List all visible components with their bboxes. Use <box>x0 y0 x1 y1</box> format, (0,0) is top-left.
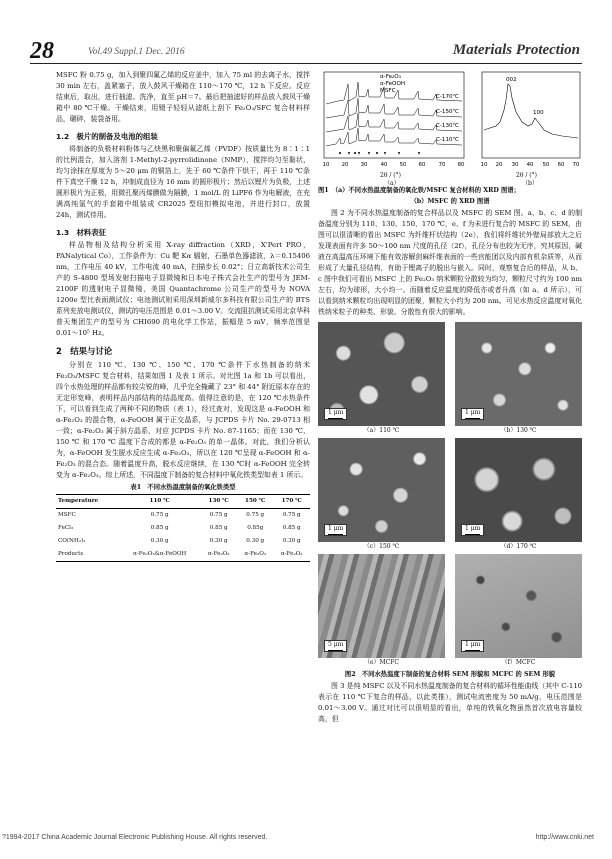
xrd-a-tick: 30 <box>360 162 368 168</box>
table-cell: α-Fe₂O₃&α-FeOOH <box>133 551 187 557</box>
figure-1-caption-b: （b）MSFC 的 XRD 图谱 <box>410 198 490 205</box>
sem-caption: （a）110 ℃ <box>363 427 400 434</box>
table-header: 130 ℃ <box>208 498 229 504</box>
sem-panel-f <box>455 554 582 668</box>
curve-label-130: C-130℃ <box>436 123 459 129</box>
table-cell: 0.85g <box>247 525 264 531</box>
xrd-a-tick: 80 <box>457 162 465 168</box>
xrd-b-tick: 60 <box>557 162 565 168</box>
page-header <box>0 0 612 70</box>
table-cell: 0.85 g <box>150 525 169 531</box>
sem-image <box>318 554 445 658</box>
section-1-3-title: 1.3 材料表征 <box>56 228 107 237</box>
scale-bar: 1 μm <box>461 408 484 420</box>
table-cell: α-Fe₂O₃ <box>207 551 230 557</box>
xrd-b-tick: 20 <box>495 162 503 168</box>
sem-image <box>318 322 445 426</box>
page-footer <box>0 830 612 850</box>
website-link[interactable]: http://www.cnki.net <box>535 834 594 841</box>
sem-image <box>455 322 582 426</box>
sem-image <box>318 438 445 542</box>
table-cell: 0.85 g <box>209 525 228 531</box>
xrd-b-plot <box>478 70 582 172</box>
copyright-notice: ?1994-2017 China Academic Journal Electronic Publishing House. All rights reserved. <box>2 834 268 841</box>
table-row <box>56 548 310 562</box>
sem-image <box>455 554 582 658</box>
scale-bar: 5 μm <box>324 640 347 652</box>
sem-caption: （b）130 ℃ <box>500 427 537 434</box>
table-header: Temperature <box>58 498 99 504</box>
intro-paragraph: MSFC 粉 0.75 g，加入到聚四氟乙烯的反应釜中，加入 75 ml 的去离子水，搅拌 30 min 左右，盖紧塞子，放入鼓风干燥箱在 110～170 ℃，12 h 下反应。反应结束后，取出，进行抽滤、洗净，直至 pH＝7。最后把抽滤好的样品放入鼓风干燥箱中 80 ℃干燥。干燥结束，用镊子轻轻从滤纸上刮下 Fe₂O₃/SFC 复合材料样品，碾碎，装袋备用。 <box>56 71 310 123</box>
table-cell: MSFC <box>58 512 76 518</box>
right-column <box>318 70 582 726</box>
curve-label-170: C-170℃ <box>436 94 459 100</box>
xrd-b-tick: 40 <box>526 162 534 168</box>
table-cell: 0.75 g <box>209 512 228 518</box>
xrd-b-x-label: 2θ / (°) <box>516 172 537 179</box>
header-rule <box>30 63 582 64</box>
table-header: 170 ℃ <box>281 498 302 504</box>
page-number: 28 <box>30 38 54 64</box>
xrd-panel-b <box>478 70 582 187</box>
xrd-a-tick: 60 <box>418 162 426 168</box>
figure-2-caption: 图2 不同水热温度下制备的复合材料 SEM 形貌和 MCFC 的 SEM 形貌 <box>344 671 556 678</box>
sem-caption: （d）170 ℃ <box>500 543 537 550</box>
xrd-b-tick: 10 <box>480 162 488 168</box>
xrd-a-plot <box>318 70 468 172</box>
xrd-a-tick: 10 <box>322 162 330 168</box>
figure-1 <box>318 70 582 187</box>
xrd-a-panel-label: （a） <box>384 180 400 187</box>
xrd-b-peak-100: 100 <box>533 110 544 116</box>
table-cell: 0.30 g <box>246 538 265 544</box>
figure-2-sem-grid <box>318 322 582 668</box>
table-header: 150 ℃ <box>245 498 266 504</box>
table-cell: 0.30 g <box>209 538 228 544</box>
table-cell: Products <box>58 551 84 557</box>
section-2-title: 2 结果与讨论 <box>56 346 113 356</box>
curve-label-110: C-110℃ <box>436 137 459 143</box>
section-1-2-title: 1.2 极片的制备及电池的组装 <box>56 132 158 141</box>
sem-panel-b <box>455 322 582 436</box>
sem-panel-c <box>318 438 445 552</box>
sem-caption: （f）MCFC <box>501 659 536 666</box>
xrd-a-tick: 20 <box>341 162 349 168</box>
table-cell: 0.75 g <box>246 512 265 518</box>
legend-alpha-feooh: α-FeOOH <box>380 81 406 87</box>
volume-info: Vol.49 Suppl.1 Dec. 2016 <box>88 47 185 57</box>
scale-bar: 1 μm <box>461 640 484 652</box>
sem-panel-e <box>318 554 445 668</box>
curve-label-150: C-150℃ <box>436 109 459 115</box>
left-column <box>56 70 310 562</box>
table-cell: 0.30 g <box>150 538 169 544</box>
section-1-2-text: 将制备的负极材料粉体与乙炔黑和聚偏氟乙烯（PVDF）按质量比为 8∶1∶1 的比例混合，加入溶剂 1-Methyl-2-pyrrolidinone（NMP），搅拌均匀至黏状，均匀涂抹在厚度为 5～20 μm 的铜箔上，先于 60 ℃条件下烘干，再于 110 ℃条件下真空干燥 12 h，冲制成直径为 16 mm 的圆形极片；然后以锂片为负极，上述圆形极片为正极，用微孔聚丙烯膜做为隔膜，1 mol/L 的 LiPF6 作为电解液，在充满高纯氩气的手套箱中组装成 CR2025 型纽扣模拟电池，并进行封口，放置 24h，测试待用。 <box>56 145 310 219</box>
scale-bar: 1 μm <box>324 408 347 420</box>
scale-bar: 1 μm <box>324 524 347 536</box>
table-cell: CO(NH₂)₂ <box>58 538 86 544</box>
xrd-a-tick: 40 <box>380 162 388 168</box>
table-cell: 0.85 g <box>282 525 301 531</box>
table-cell: α-Fe₂O₃ <box>280 551 303 557</box>
xrd-b-tick: 70 <box>572 162 580 168</box>
table-row <box>56 522 310 535</box>
sem-caption: （e）MCFC <box>363 659 400 666</box>
sem-panel-a <box>318 322 445 436</box>
xrd-a-tick: 70 <box>438 162 446 168</box>
table-row <box>56 509 310 523</box>
xrd-b-tick: 50 <box>542 162 550 168</box>
xrd-panel-a <box>318 70 468 187</box>
table-row <box>56 535 310 548</box>
xrd-b-panel-label: （b） <box>522 180 538 187</box>
xrd-b-peak-002: 002 <box>506 77 517 83</box>
table-cell: 0.75 g <box>150 512 169 518</box>
section-2-text: 分别在 110 ℃、130 ℃、150 ℃、170 ℃条件下水热制备的纳米 Fe₂O₃/MSFC 复合材料，结果如图 1 及表 1 所示。对比图 1a 和 1b 可以看出，四个水热处理的样品都有较尖锐的峰，几乎完全掩藏了 23° 和 44° 附近原本存在的无定形宽峰，表明样品内部结构的结晶度高。值得注意的是，在 120 ℃水热条件下，可以看到生成了两种不同的物质（表 1），经过查对，发现这是 α-FeOOH 和 α-Fe₂O₃ 的混合物，α-FeOOH 属于正交晶系，与 JCPDS 卡片 No. 29-0713 相一致；α-Fe₂O₃ 属于斜方晶系，对应 JCPDS 卡片 No. 87-1165；而在 130 ℃、150 ℃ 和 170 ℃ 温度下合成的都是 α-Fe₂O₃ 的单一晶体。对此，我们分析认为，α-FeOOH 发生脱水反应生成 α-Fe₂O₃，所以在 120 ℃呈现 α-FeOOH 和 α-Fe₂O₃ 的混合态。随着温度升高，脱水反应继续，在 130 ℃时 α-FeOOH 完全转变为 α-Fe₂O₃。综上所述，不同温度下制备的复合材料中氧化铁类型如表 1 所示。 <box>56 361 310 479</box>
xrd-b-tick: 30 <box>511 162 519 168</box>
scale-bar: 1 μm <box>461 524 484 536</box>
table-1-caption: 表1 不同水热温度制备的氧化铁类型 <box>130 484 236 491</box>
figure-1-caption-a: 图1 （a）不同水热温度制备的氧化铁/MSFC 复合材料的 XRD 图谱； <box>318 187 520 194</box>
table-cell: FeCl₃ <box>58 525 74 531</box>
journal-name: Materials Protection <box>452 42 580 58</box>
legend-msfc: MSFC <box>380 88 396 94</box>
table-cell: α-Fe₂O₃ <box>244 551 267 557</box>
table-cell: 0.75 g <box>282 512 301 518</box>
sem-panel-d <box>455 438 582 552</box>
legend-alpha-fe2o3: α-Fe₂O₃ <box>380 74 401 80</box>
sem-image <box>455 438 582 542</box>
figure-2-discussion: 图 2 为不同水热温度制备的复合样品以及 MSFC 的 SEM 图。a、b、c、d 的制备温度分别为 110、130、150、170 ℃，e、f 为未进行复合的 MSFC 的 SEM，由图可以很清晰的看出 MSFC 为纤维杆状结构（2e），我们将纤维状外壁局部放大之后发现表面有许多 50～100 nm 尺度的孔径（2f），孔径分布也较为无序，究其原因，碱液在高温高压环境下能有效溶解剑麻纤维表面的一些官能团以及内部有机杂质等，从而形成了大量孔径结构，有助于锂离子的脱出与嵌入。同时，观察复合后的样品，从 b、c 图中我们可看出 MSFC 上的 Fe₂O₃ 纳米颗粒分散较为均匀，颗粒尺寸约为 100 nm 左右，均为球形，大小均一。而随着反应温度的降低亦或者升高（如 a、d 所示），可以看到纳米颗粒均出现明显的团聚，颗粒大小约为 200 nm。可见水热反应温度对氧化铁纳米粒子的种类、形貌、分散性有很大的影响。 <box>318 209 582 316</box>
table-cell: 0.30 g <box>282 538 301 544</box>
figure-3-discussion: 图 3 是纯 MSFC 以及不同水热温度制备的复合材料的循环性能曲线（其中 C-110 表示在 110 ℃下复合的样品，以此类推），测试电流密度为 50 mA/g，电压范围是 0.01～3.00 V。通过对比可以很明显的看出，单纯的铁氧化物虽然首次放电容量较高，但 <box>318 682 582 723</box>
section-1-3-text: 样品物相及结构分析采用 X-ray diffraction（XRD，X'Pert PRO，PANalytical Co），工作条件为：Cu 靶 Kα 辐射，石墨单色器滤波，λ＝0.15406 nm，工作电压 40 kV，工作电流 40 mA，扫描步长 0.02°；日立高新技术公司生产的 S-4800 型场发射扫描电子显微镜和日本电子株式会社生产的型号为 JEM-2100F 的透射电子显微镜，美国 Quantachrome 公司生产的型号为 NOVA 1200e 型比表面测试仪；电池测试则采用深圳新威尔多科技有限公司生产的 BTS 系列充放电测试仪，测试的电压范围是 0.01～3.00 V。交流阻抗测试采用北京华科普天集团生产的型号为 CHI690 的电化学工作站，振幅是 5 mV，频率范围是 0.01～10⁵ Hz。 <box>56 241 310 337</box>
table-header: 110 ℃ <box>149 498 170 504</box>
table-1 <box>56 494 310 562</box>
sem-caption: （c）150 ℃ <box>363 543 400 550</box>
xrd-a-x-label: 2θ / (°) <box>380 172 401 179</box>
xrd-a-tick: 50 <box>399 162 407 168</box>
